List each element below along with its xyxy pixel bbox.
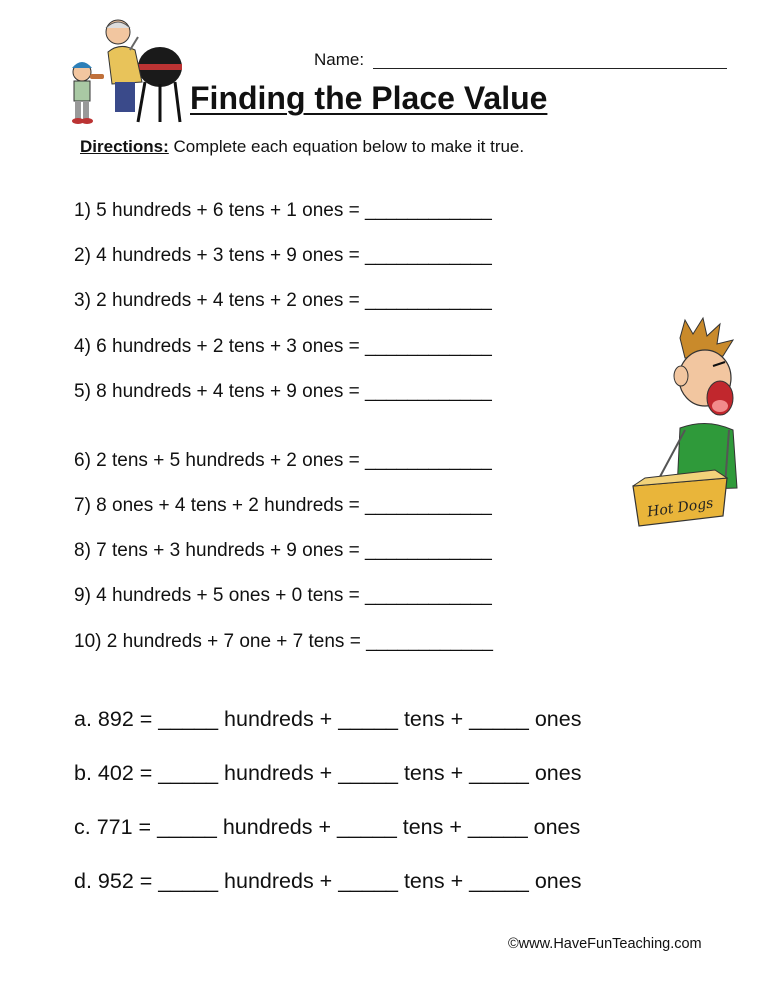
directions-label: Directions:: [80, 137, 169, 156]
equation-10: 10) 2 hundreds + 7 one + 7 tens = ____________: [74, 631, 493, 652]
equation-7: 7) 8 ones + 4 tens + 2 hundreds = ____________: [74, 495, 492, 516]
hot-dogs-sign-text: Hot Dogs: [646, 495, 715, 521]
page-title: Finding the Place Value: [190, 80, 548, 116]
hot-dog-vendor-illustration: [625, 318, 750, 533]
equation-3: 3) 2 hundreds + 4 tens + 2 ones = ____________: [74, 290, 492, 311]
equation-6: 6) 2 tens + 5 hundreds + 2 ones = ____________: [74, 450, 492, 471]
equation-2: 2) 4 hundreds + 3 tens + 9 ones = ____________: [74, 245, 492, 266]
equation-1: 1) 5 hundreds + 6 tens + 1 ones = ____________: [74, 200, 492, 221]
decompose-d: d. 952 = _____ hundreds + _____ tens + _____ ones: [74, 869, 582, 893]
equation-9: 9) 4 hundreds + 5 ones + 0 tens = ____________: [74, 585, 492, 606]
directions: [80, 137, 524, 157]
name-field[interactable]: [373, 68, 727, 69]
directions-text: Complete each equation below to make it true.: [168, 137, 525, 156]
equation-4: 4) 6 hundreds + 2 tens + 3 ones = ____________: [74, 336, 492, 357]
grill-chef-illustration: [60, 12, 185, 127]
decompose-a: a. 892 = _____ hundreds + _____ tens + _____ ones: [74, 707, 582, 731]
copyright-footer: ©www.HaveFunTeaching.com: [508, 936, 702, 952]
equation-5: 5) 8 hundreds + 4 tens + 9 ones = ____________: [74, 381, 492, 402]
decompose-c: c. 771 = _____ hundreds + _____ tens + _____ ones: [74, 815, 581, 839]
decompose-b: b. 402 = _____ hundreds + _____ tens + _____ ones: [74, 761, 582, 785]
name-label: Name:: [314, 50, 365, 69]
equation-8: 8) 7 tens + 3 hundreds + 9 ones = ____________: [74, 540, 492, 561]
